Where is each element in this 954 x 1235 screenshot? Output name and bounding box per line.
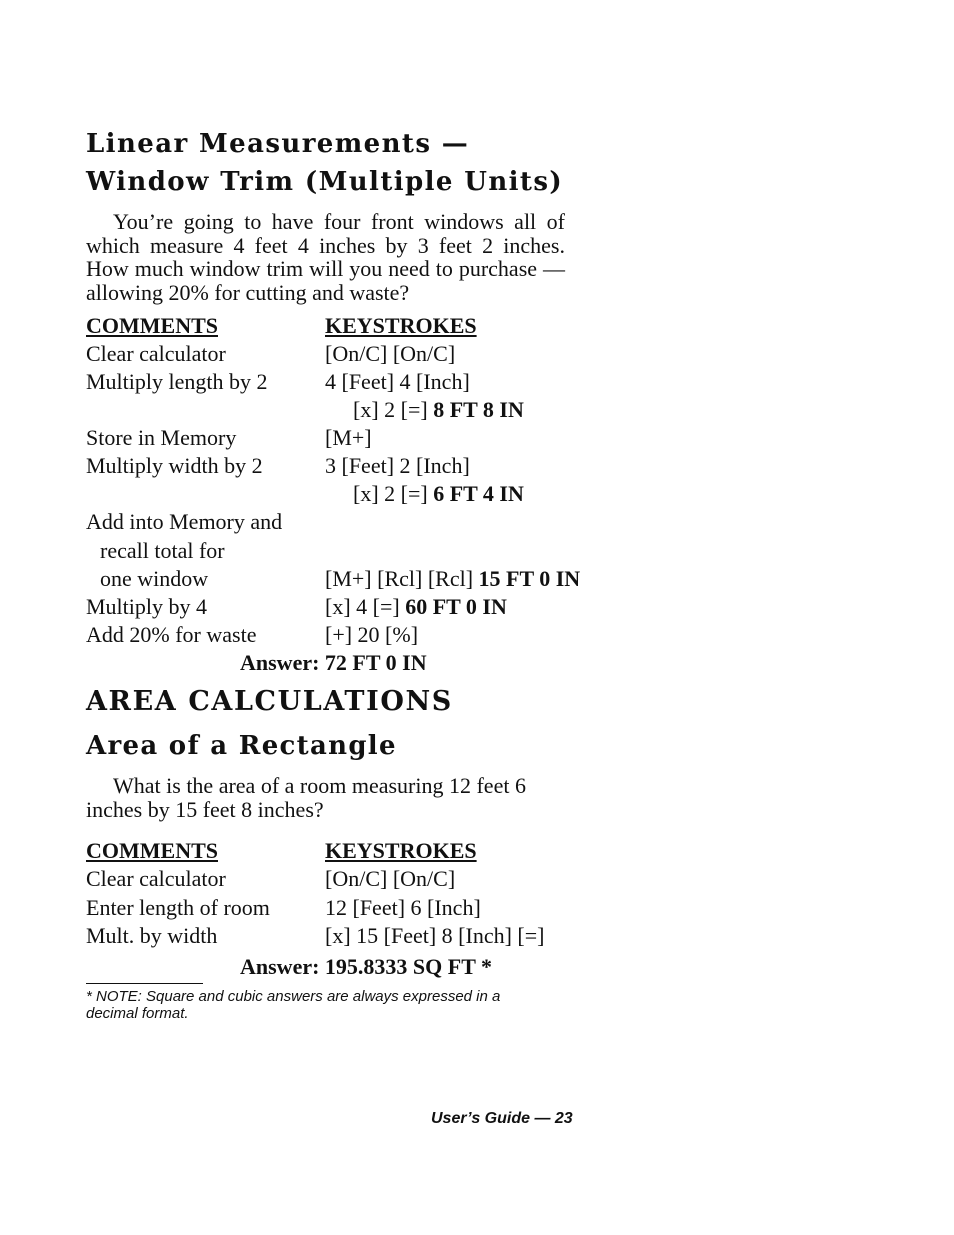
row-result: 60 FT 0 IN (405, 594, 507, 619)
area-heading: AREA CALCULATIONS (86, 686, 453, 717)
row-keys: [x] 2 [=] (353, 481, 434, 506)
row-keys: 12 [Feet] 6 [Inch] (325, 895, 481, 920)
row-keys: 3 [Feet] 2 [Inch] (325, 453, 470, 478)
col-header-comments: COMMENTS (86, 313, 218, 338)
row-comment: Add 20% for waste (86, 622, 257, 647)
row-comment: Multiply width by 2 (86, 453, 263, 478)
row-result: 8 FT 8 IN (433, 397, 524, 422)
answer-2: Answer: 195.8333 SQ FT * (240, 954, 492, 979)
row-keys: 4 [Feet] 4 [Inch] (325, 369, 470, 394)
row-comment: Clear calculator (86, 866, 226, 891)
row-keys-line (325, 593, 507, 621)
row-result: 15 FT 0 IN (478, 566, 581, 591)
area-intro-paragraph: What is the area of a room measuring 12 feet 6 inches by 15 feet 8 inches? (86, 773, 526, 822)
row-keys: [+] 20 [%] (325, 622, 419, 647)
row-keys: [x] 4 [=] (325, 594, 406, 619)
row-keys: [M+] (325, 425, 372, 450)
row-keys-continued (353, 396, 524, 424)
col-header-keystrokes: KEYSTROKES (325, 313, 477, 338)
col-header-comments: COMMENTS (86, 838, 218, 863)
row-keys: [x] 15 [Feet] 8 [Inch] [=] (325, 923, 545, 948)
row-keys-continued (353, 480, 524, 508)
row-result: 6 FT 4 IN (433, 481, 524, 506)
intro-paragraph: You’re going to have four front windows all of which measure 4 feet 4 inches by 3 feet 2 inches. How much window trim will you need to purchase — allowing 20% for cutting and waste? (86, 209, 565, 305)
col-header-keystrokes: KEYSTROKES (325, 838, 477, 863)
row-comment: Multiply by 4 (86, 594, 208, 619)
footnote-rule (86, 983, 203, 984)
answer-1: Answer: 72 FT 0 IN (240, 650, 427, 675)
row-keys: [On/C] [On/C] (325, 866, 456, 891)
section-title-line1: Linear Measurements — (86, 129, 470, 159)
row-keys: [On/C] [On/C] (325, 341, 456, 366)
row-comment: one window (100, 566, 209, 591)
row-keys: [M+] [Rcl] [Rcl] (325, 566, 479, 591)
row-comment: recall total for (100, 538, 225, 563)
row-comment: Add into Memory and (86, 509, 283, 534)
page-footer: User’s Guide — 23 (431, 1110, 573, 1127)
row-comment: Multiply length by 2 (86, 369, 268, 394)
row-comment: Clear calculator (86, 341, 226, 366)
section-title-line2: Window Trim (Multiple Units) (86, 167, 564, 197)
footnote-text: * NOTE: Square and cubic answers are always expressed in a decimal format. (86, 988, 501, 1022)
area-subheading: Area of a Rectangle (86, 731, 397, 761)
row-comment: Store in Memory (86, 425, 237, 450)
row-comment: Enter length of room (86, 895, 270, 920)
row-comment: Mult. by width (86, 923, 218, 948)
row-keys: [x] 2 [=] (353, 397, 434, 422)
row-keys-line (325, 565, 580, 593)
